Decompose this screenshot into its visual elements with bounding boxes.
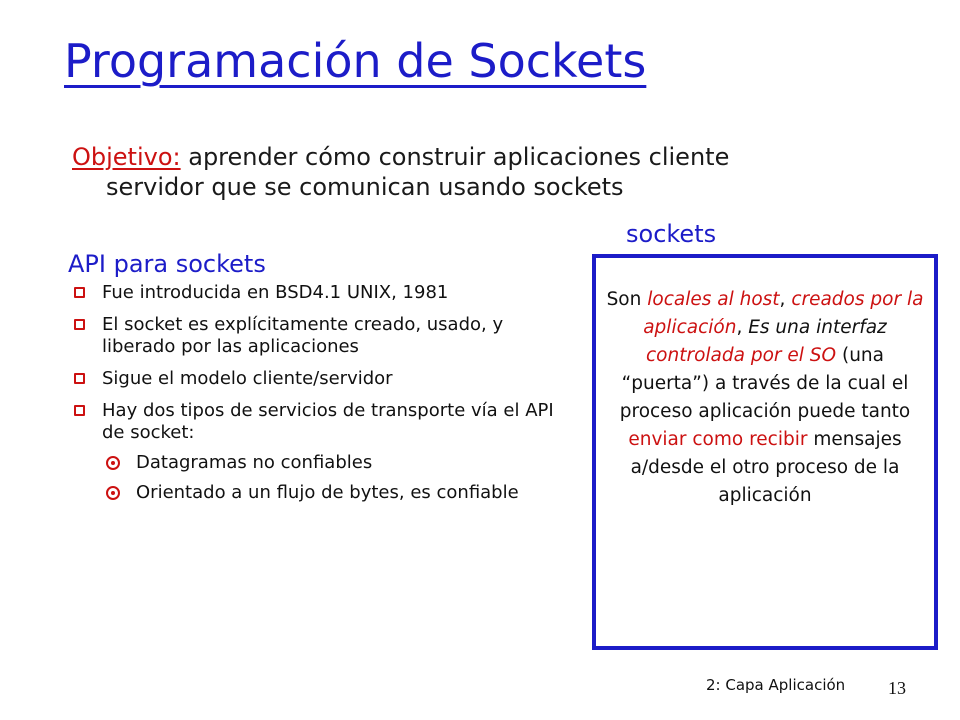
box-text-segment: mensajes a/desde el otro proceso de la aplicación (630, 429, 902, 506)
square-bullet-icon (74, 287, 85, 298)
page-number: 13 (888, 678, 906, 698)
square-bullet-icon (74, 373, 85, 384)
objective-line-2: servidor que se comunican usando sockets (106, 173, 624, 201)
box-text-italic: Es una interfaz (748, 317, 887, 338)
box-text-emphasis: controlada por el SO (646, 345, 837, 366)
objective-label: Objetivo: (72, 143, 181, 171)
box-text-emphasis: creados por la aplicación (643, 289, 924, 338)
bullet-text: Hay dos tipos de servicios de transporte vía el API de socket: (102, 400, 554, 443)
footer-chapter-label: 2: Capa Aplicación (706, 676, 846, 694)
box-text-highlight: enviar como recibir (628, 429, 808, 450)
sub-bullet-text: Datagramas no confiables (136, 452, 373, 473)
bullet-text: Fue introducida en BSD4.1 UNIX, 1981 (102, 282, 449, 303)
sub-bullet-text: Orientado a un flujo de bytes, es confiable (136, 482, 519, 503)
sockets-box-label: sockets (612, 220, 730, 248)
box-text-segment: , (736, 317, 749, 338)
bullet-text: El socket es explícitamente creado, usado, y liberado por las aplicaciones (102, 314, 504, 357)
sub-bullet-item (102, 452, 558, 474)
objective-line-1: aprender cómo construir aplicaciones cliente (180, 143, 730, 171)
circle-bullet-icon (106, 486, 120, 500)
sockets-box-text (604, 286, 926, 510)
slide-title: Programación de Sockets (64, 34, 647, 88)
box-text-segment: (una “puerta”) a través de la cual el proceso aplicación puede tanto (619, 345, 911, 422)
bullet-list (68, 282, 558, 514)
sub-bullet-item (102, 482, 558, 504)
square-bullet-icon (74, 319, 85, 330)
bullet-text: Sigue el modelo cliente/servidor (102, 368, 393, 389)
circle-bullet-icon (106, 456, 120, 470)
objective-text (72, 142, 932, 202)
square-bullet-icon (74, 405, 85, 416)
bullet-item (68, 314, 558, 358)
box-text-segment: Son (606, 289, 648, 310)
box-text-segment: , (779, 289, 792, 310)
bullet-item (68, 368, 558, 390)
api-heading: API para sockets (68, 250, 266, 278)
box-text-emphasis: locales al host (647, 289, 780, 310)
bullet-item (68, 282, 558, 304)
sub-bullet-list (102, 452, 558, 504)
bullet-item (68, 400, 558, 504)
